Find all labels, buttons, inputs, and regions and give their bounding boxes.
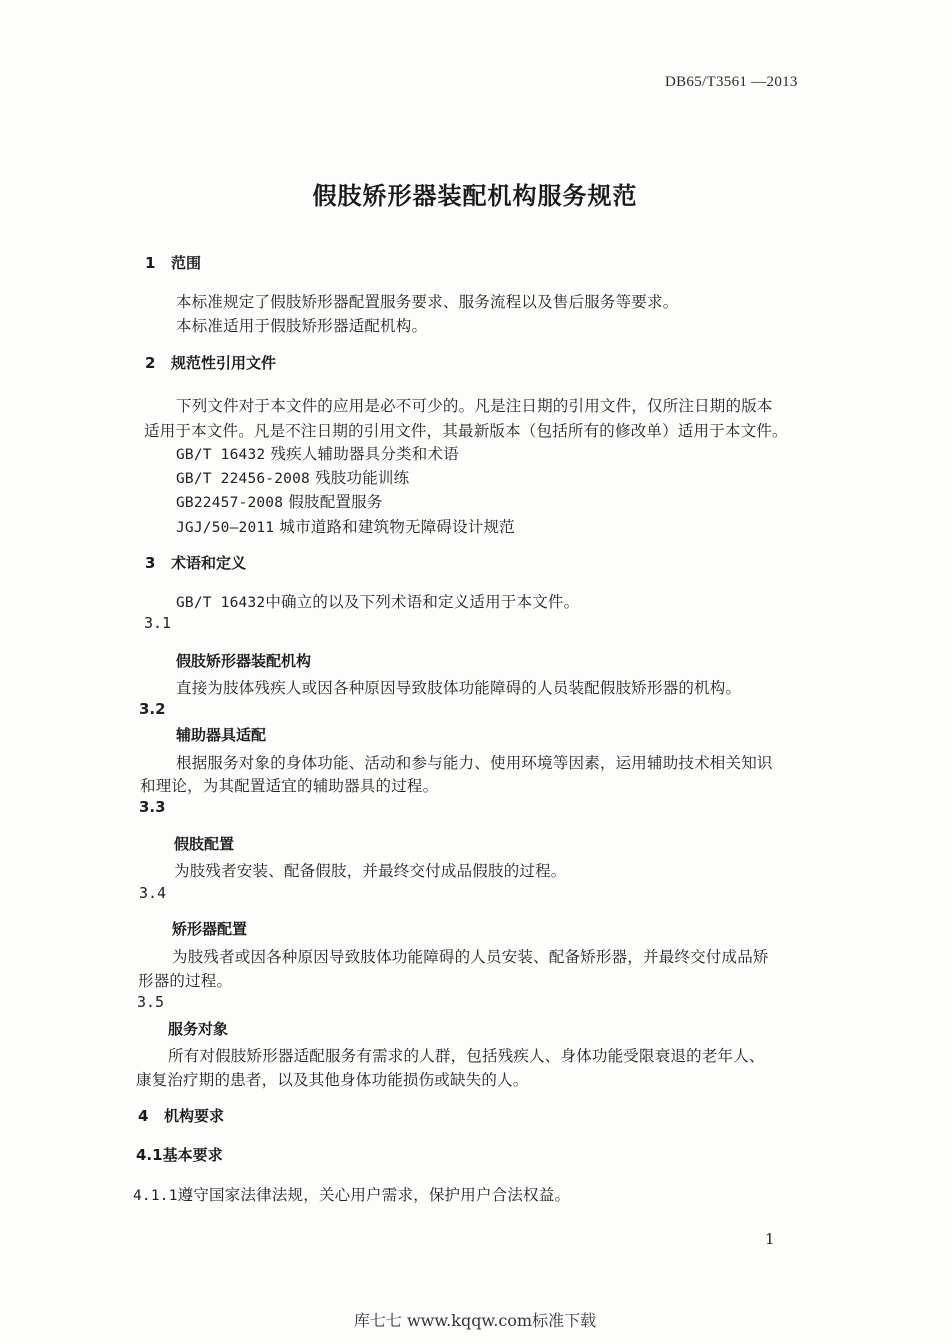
clause-4-1-1 [133, 1183, 570, 1205]
document-code: DB65/T3561 —2013 [665, 74, 798, 90]
section-2-paragraph-line-2: 适用于本文件。凡是不注日期的引用文件，其最新版本（包括所有的修改单）适用于本文件。 [144, 422, 788, 440]
reference-item [176, 466, 409, 488]
section-3-intro [176, 590, 579, 612]
term-definition: 为肢残者安装、配备假肢，并最终交付成品假肢的过程。 [174, 862, 567, 880]
document-title: 假肢矫形器装配机构服务规范 [312, 182, 638, 210]
term-title: 辅助器具适配 [176, 726, 267, 744]
intro-code: GB/T 16432 [176, 595, 266, 611]
section-title: 范围 [171, 254, 202, 272]
term-definition-line-1: 为肢残者或因各种原因导致肢体功能障碍的人员安装、配备矫形器，并最终交付成品矫 [172, 948, 769, 966]
term-definition-line-1: 根据服务对象的身体功能、活动和参与能力、使用环境等因素，运用辅助技术相关知识 [176, 754, 773, 772]
term-title: 矫形器配置 [172, 920, 248, 938]
reference-item [176, 490, 383, 512]
term-definition-line-2: 康复治疗期的患者，以及其他身体功能损伤或缺失的人。 [136, 1071, 529, 1089]
section-1-paragraph-1: 本标准规定了假肢矫形器配置服务要求、服务流程以及售后服务等要求。 [176, 293, 679, 311]
intro-text: 中确立的以及下列术语和定义适用于本文件。 [265, 593, 580, 611]
section-4-heading [138, 1105, 224, 1126]
term-number: 3.5 [137, 993, 165, 1011]
section-title: 规范性引用文件 [171, 354, 277, 372]
term-title: 假肢矫形器装配机构 [176, 652, 312, 670]
reference-code: GB/T 22456-2008 [176, 471, 310, 487]
section-1-heading [145, 252, 201, 273]
term-number: 3.3 [139, 798, 166, 816]
section-3-heading [145, 552, 246, 573]
clause-text: 遵守国家法律法规，关心用户需求，保护用户合法权益。 [177, 1186, 571, 1204]
section-number: 2 [145, 354, 156, 372]
term-number: 3.4 [139, 884, 167, 902]
reference-code: GB/T 16432 [176, 447, 266, 463]
section-number: 4 [138, 1107, 149, 1125]
clause-number: 4.1.1 [133, 1188, 178, 1204]
section-2-heading [145, 352, 276, 373]
subsection-title: 基本要求 [162, 1146, 223, 1164]
section-1-paragraph-2: 本标准适用于假肢矫形器适配机构。 [176, 317, 428, 335]
subsection-4-1-heading [136, 1144, 223, 1165]
term-number: 3.1 [144, 614, 172, 632]
section-title: 术语和定义 [171, 554, 247, 572]
reference-title: 残疾人辅助器具分类和术语 [270, 445, 459, 463]
term-definition-line-2: 形器的过程。 [138, 972, 233, 990]
section-number: 3 [145, 554, 156, 572]
reference-code: GB22457-2008 [176, 495, 284, 511]
reference-title: 城市道路和建筑物无障碍设计规范 [279, 518, 515, 536]
reference-title: 假肢配置服务 [288, 493, 383, 511]
term-number: 3.2 [139, 700, 166, 718]
reference-code: JGJ/50—2011 [176, 520, 275, 536]
term-title: 假肢配置 [174, 835, 235, 853]
section-title: 机构要求 [164, 1107, 225, 1125]
reference-item [176, 442, 459, 464]
footer-watermark: 库七七 www.kqqw.com标准下载 [353, 1311, 597, 1330]
subsection-number: 4.1 [136, 1146, 163, 1164]
section-number: 1 [145, 254, 156, 272]
term-definition-line-1: 所有对假肢矫形器适配服务有需求的人群，包括残疾人、身体功能受限衰退的老年人、 [168, 1047, 765, 1065]
section-2-paragraph-line-1: 下列文件对于本文件的应用是必不可少的。凡是注日期的引用文件，仅所注日期的版本 [176, 397, 773, 415]
term-title: 服务对象 [168, 1020, 229, 1038]
reference-item [176, 515, 515, 537]
term-definition-line-2: 和理论，为其配置适宜的辅助器具的过程。 [140, 777, 439, 795]
page-number: 1 [765, 1230, 775, 1248]
reference-title: 残肢功能训练 [315, 469, 410, 487]
term-definition: 直接为肢体残疾人或因各种原因导致肢体功能障碍的人员装配假肢矫形器的机构。 [176, 679, 742, 697]
